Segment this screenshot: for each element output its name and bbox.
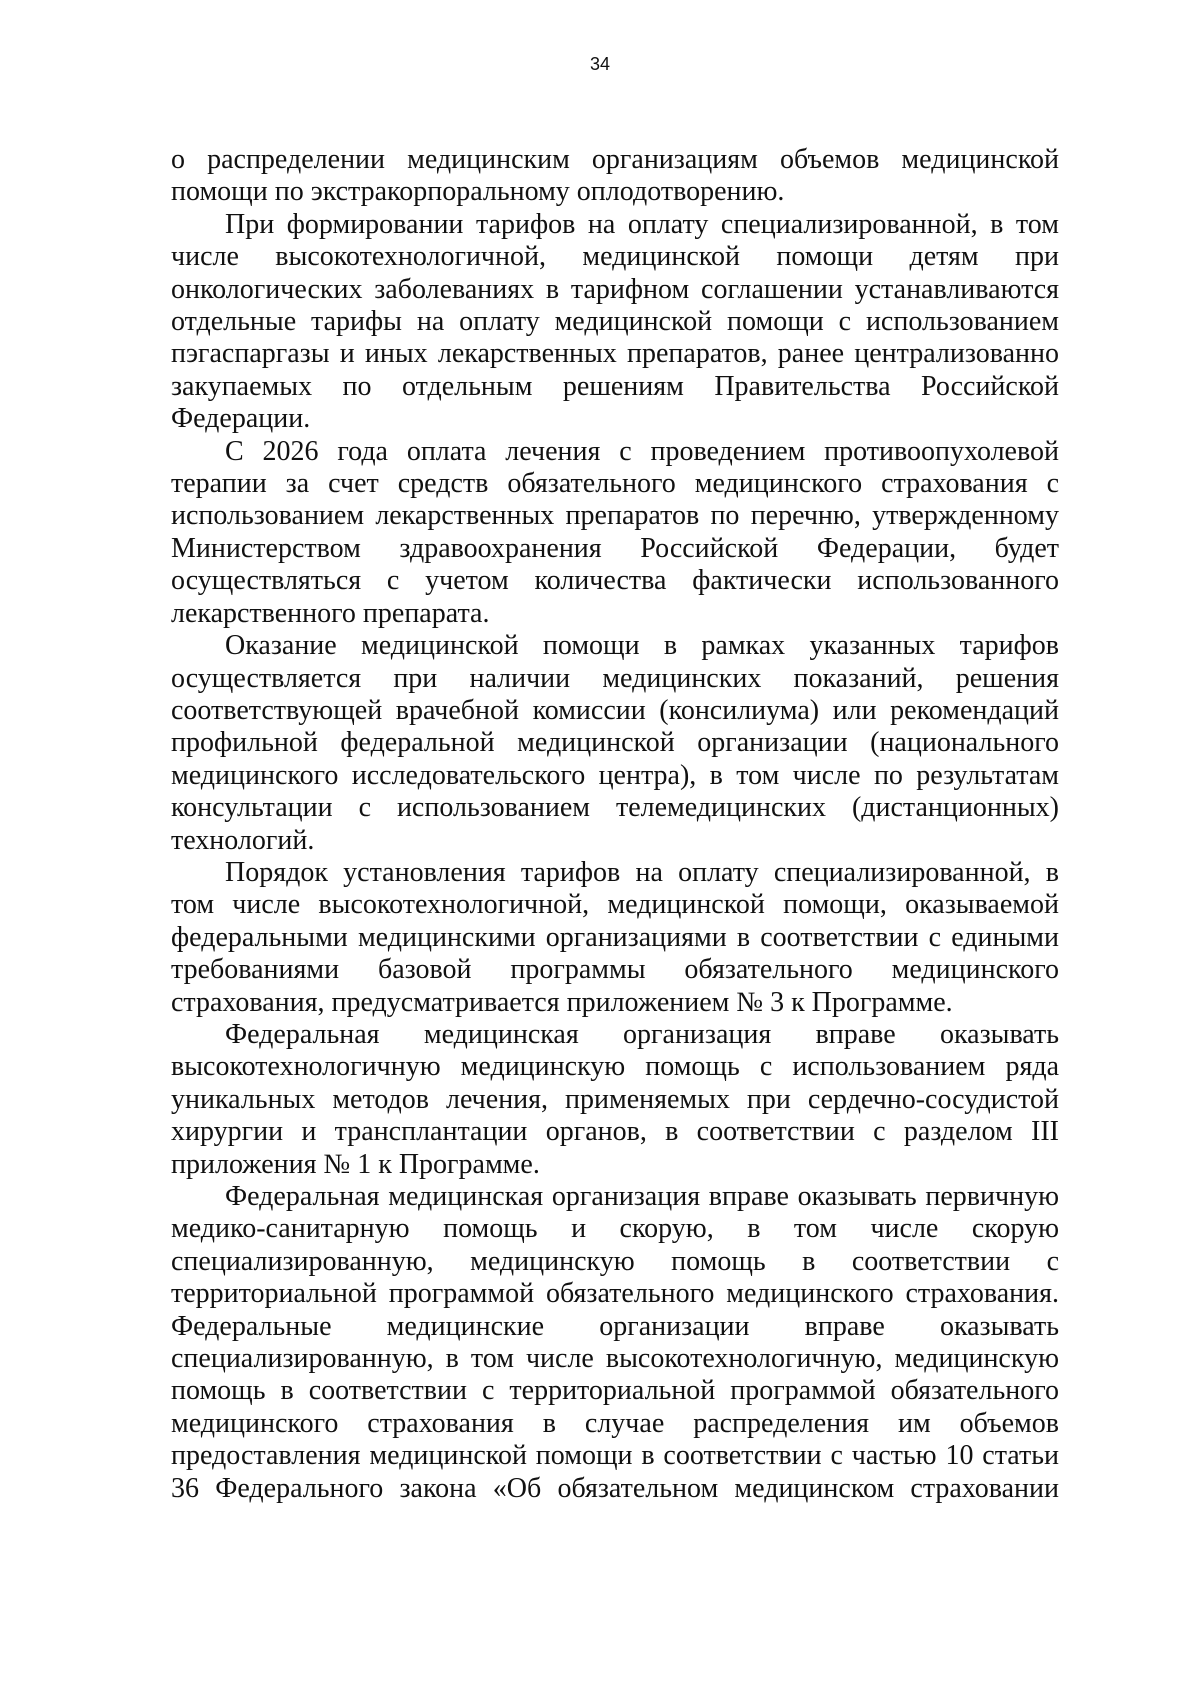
- paragraph-continuation: о распределении медицинским организациям объемов медицинской помощи по экстракорпоральному оплодотворению.: [171, 144, 1059, 208]
- paragraph-tariff-procedure: Порядок установления тарифов на оплату специализированной, в том числе высокотехнологичной, медицинской помощи, оказываемой федеральными медицинскими организациями в соответствии с едиными требованиями базовой программы обязательного медицинского страхования, предусматривается приложением № 3 к Программе.: [171, 856, 1059, 1018]
- paragraph-2026-antitumor-therapy: С 2026 года оплата лечения с проведением противоопухолевой терапии за счет средств обязательного медицинского страхования с использованием лекарственных препаратов по перечню, утвержденному Министерством здравоохранения Российской Федерации, будет осуществляться с учетом количества фактически использованного лекарственного препарата.: [171, 435, 1059, 629]
- paragraph-medical-indications: Оказание медицинской помощи в рамках указанных тарифов осуществляется при наличии медицинских показаний, решения соответствующей врачебной комиссии (консилиума) или рекомендаций профильной федеральной медицинской организации (национального медицинского исследовательского центра), в том числе по результатам консультации с использованием телемедицинских (дистанционных) технологий.: [171, 630, 1059, 856]
- paragraph-tariffs-children-oncology: При формировании тарифов на оплату специализированной, в том числе высокотехнологичной, медицинской помощи детям при онкологических заболеваниях в тарифном соглашении устанавливаются отдельные тарифы на оплату медицинской помощи с использованием пэгаспаргазы и иных лекарственных препаратов, ранее централизованно закупаемых по отдельным решениям Правительства Российской Федерации.: [171, 208, 1059, 435]
- page-number: 34: [589, 54, 611, 74]
- paragraph-primary-care-federal: Федеральная медицинская организация вправе оказывать первичную медико-санитарную помощь и скорую, в том числе скорую специализированную, медицинскую помощь в соответствии с территориальной программой обязательного медицинского страхования. Федеральные медицинские организации вправе оказывать специализированную, в том числе высокотехнологичную, медицинскую помощь в соответствии с территориальной программой обязательного медицинского страхования в случае распределения им объемов предоставления медицинской помощи в соответствии с частью 10 статьи 36 Федерального закона «Об обязательном медицинском страховании: [171, 1181, 1059, 1504]
- paragraph-high-tech-unique-methods: Федеральная медицинская организация вправе оказывать высокотехнологичную медицинскую помощь с использованием ряда уникальных методов лечения, применяемых при сердечно-сосудистой хирургии и трансплантации органов, в соответствии с разделом III приложения № 1 к Программе.: [171, 1018, 1059, 1180]
- document-body: [171, 144, 1059, 1505]
